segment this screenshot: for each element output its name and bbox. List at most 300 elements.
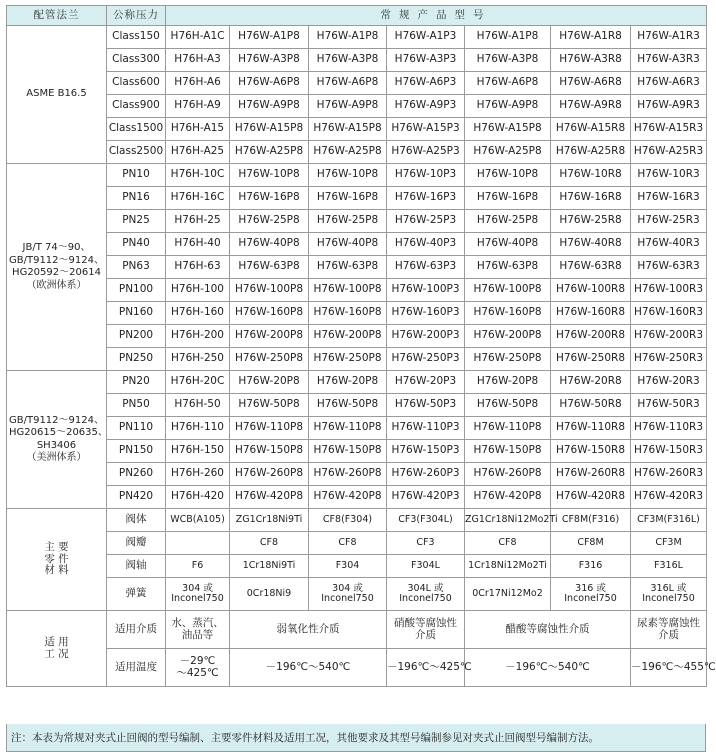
- cell-line: 水、蒸汽、: [171, 616, 224, 629]
- model-cell: H76W-20R3: [631, 371, 707, 394]
- model-cell: H76W-A1P8: [230, 26, 309, 49]
- pressure-cell: PN100: [107, 279, 166, 302]
- model-cell: H76W-63P8: [465, 256, 551, 279]
- cell-line: CF8(F304): [322, 513, 373, 525]
- model-cell: H76H-20C: [166, 371, 230, 394]
- model-cell: H76W-100P8: [309, 279, 387, 302]
- model-cell: H76H-40: [166, 233, 230, 256]
- model-cell: H76W-25R8: [551, 210, 631, 233]
- model-row: [7, 72, 707, 95]
- material-row: [7, 578, 707, 611]
- model-row: [7, 187, 707, 210]
- model-row: [7, 95, 707, 118]
- pressure-cell: PN20: [107, 371, 166, 394]
- model-row: [7, 164, 707, 187]
- model-cell: H76W-A15R3: [631, 118, 707, 141]
- model-cell: H76W-110P8: [230, 417, 309, 440]
- model-cell: H76W-A6P3: [387, 72, 465, 95]
- model-cell: H76H-A3: [166, 49, 230, 72]
- model-cell: H76W-A3R3: [631, 49, 707, 72]
- temp-cell: [230, 649, 387, 687]
- model-cell: H76H-50: [166, 394, 230, 417]
- model-cell: H76W-50P8: [230, 394, 309, 417]
- model-cell: H76W-A3P8: [309, 49, 387, 72]
- model-cell: H76W-420R8: [551, 486, 631, 509]
- cell-line: 醋酸等腐蚀性介质: [505, 622, 590, 635]
- model-cell: H76H-150: [166, 440, 230, 463]
- cell-line: F316: [578, 559, 603, 571]
- model-cell: H76W-260P8: [465, 463, 551, 486]
- flange-standard: [7, 371, 107, 509]
- model-row: [7, 26, 707, 49]
- cell-line: 尿素等腐蚀性: [637, 616, 700, 629]
- model-cell: H76W-10R8: [551, 164, 631, 187]
- model-cell: H76W-A25R3: [631, 141, 707, 164]
- model-cell: H76H-16C: [166, 187, 230, 210]
- model-cell: H76W-200P8: [230, 325, 309, 348]
- model-cell: H76W-63R3: [631, 256, 707, 279]
- material-cell: [230, 578, 309, 611]
- label-line: 主 要: [44, 541, 69, 554]
- media-cell: [631, 611, 707, 649]
- material-cell: [631, 578, 707, 611]
- model-cell: H76W-63P3: [387, 256, 465, 279]
- pressure-cell: Class900: [107, 95, 166, 118]
- model-cell: H76H-A15: [166, 118, 230, 141]
- cell-line: 304 或: [332, 582, 363, 594]
- temp-cell: [166, 649, 230, 687]
- cell-line: 介质: [415, 628, 436, 641]
- cell-line: F316L: [654, 559, 683, 571]
- model-cell: H76W-50P3: [387, 394, 465, 417]
- pressure-cell: Class2500: [107, 141, 166, 164]
- cell-line: Inconel750: [321, 593, 374, 604]
- pressure-cell: Class1500: [107, 118, 166, 141]
- model-cell: H76W-260P3: [387, 463, 465, 486]
- model-cell: H76W-100P8: [465, 279, 551, 302]
- cell-line: －196℃～540℃: [265, 660, 351, 673]
- model-cell: H76W-150P8: [230, 440, 309, 463]
- material-cell: [166, 578, 230, 611]
- model-cell: H76W-A6P8: [230, 72, 309, 95]
- model-cell: H76W-420P8: [465, 486, 551, 509]
- model-row: [7, 302, 707, 325]
- model-cell: H76W-160P8: [309, 302, 387, 325]
- standard-line: JB/T 74～90、: [22, 242, 91, 253]
- cell-line: －29℃: [179, 654, 216, 667]
- model-row: [7, 256, 707, 279]
- model-cell: H76W-A25P8: [309, 141, 387, 164]
- model-row: [7, 233, 707, 256]
- model-cell: H76W-110R3: [631, 417, 707, 440]
- material-cell: [230, 532, 309, 555]
- pressure-cell: PN40: [107, 233, 166, 256]
- material-cell: [465, 555, 551, 578]
- model-cell: H76H-160: [166, 302, 230, 325]
- cell-line: －196℃～540℃: [505, 660, 590, 673]
- material-cell: [166, 532, 230, 555]
- model-cell: H76W-260P8: [230, 463, 309, 486]
- model-cell: H76W-420P3: [387, 486, 465, 509]
- material-cell: [230, 509, 309, 532]
- model-cell: H76W-A9P8: [465, 95, 551, 118]
- model-row: [7, 486, 707, 509]
- standard-line: （欧洲体系）: [26, 279, 87, 291]
- model-cell: H76H-200: [166, 325, 230, 348]
- standard-line: （美洲体系）: [26, 452, 87, 463]
- media-row: [7, 611, 707, 649]
- model-cell: H76W-10R3: [631, 164, 707, 187]
- conditions-label: [7, 611, 107, 687]
- model-cell: H76W-160P8: [230, 302, 309, 325]
- model-cell: H76W-150P8: [465, 440, 551, 463]
- cell-line: WCB(A105): [170, 513, 225, 525]
- pressure-cell: PN110: [107, 417, 166, 440]
- material-cell: [631, 532, 707, 555]
- standard-line: ASME B16.5: [26, 88, 87, 100]
- model-cell: H76W-63R8: [551, 256, 631, 279]
- part-name: 阀体: [107, 509, 166, 532]
- model-cell: H76W-A9R8: [551, 95, 631, 118]
- model-cell: H76W-110R8: [551, 417, 631, 440]
- standard-line: GB/T9112～9124、: [9, 254, 104, 266]
- pressure-cell: PN260: [107, 463, 166, 486]
- standard-line: HG20592～20614: [12, 267, 101, 278]
- pressure-cell: PN160: [107, 302, 166, 325]
- media-cell: [230, 611, 387, 649]
- label-line: 零 件: [44, 552, 69, 565]
- model-cell: H76W-200R8: [551, 325, 631, 348]
- model-cell: H76W-A15R8: [551, 118, 631, 141]
- model-row: [7, 210, 707, 233]
- model-cell: H76W-260P8: [309, 463, 387, 486]
- model-cell: H76W-40R8: [551, 233, 631, 256]
- material-cell: [551, 509, 631, 532]
- model-cell: H76W-A9R3: [631, 95, 707, 118]
- pressure-cell: PN10: [107, 164, 166, 187]
- flange-standard: [7, 26, 107, 164]
- cell-line: 304L 或: [407, 582, 444, 594]
- material-cell: [387, 532, 465, 555]
- model-cell: H76W-25P8: [309, 210, 387, 233]
- model-cell: H76W-A9P3: [387, 95, 465, 118]
- material-cell: [631, 509, 707, 532]
- pressure-cell: PN150: [107, 440, 166, 463]
- model-row: [7, 348, 707, 371]
- model-cell: H76W-40R3: [631, 233, 707, 256]
- cell-line: CF8: [498, 536, 517, 548]
- cell-line: Inconel750: [642, 593, 695, 604]
- model-cell: H76W-40P8: [465, 233, 551, 256]
- model-cell: H76W-20R8: [551, 371, 631, 394]
- media-cell: [387, 611, 465, 649]
- pressure-cell: PN200: [107, 325, 166, 348]
- model-cell: H76W-110P8: [465, 417, 551, 440]
- standard-line: SH3406: [36, 439, 77, 451]
- model-cell: H76W-A15P8: [230, 118, 309, 141]
- pressure-cell: PN16: [107, 187, 166, 210]
- flange-standard: [7, 164, 107, 371]
- model-cell: H76W-A15P3: [387, 118, 465, 141]
- material-cell: [551, 532, 631, 555]
- model-cell: H76H-A25: [166, 141, 230, 164]
- cell-line: 1Cr18Ni12Mo2Ti: [468, 559, 547, 571]
- model-cell: H76W-40P8: [309, 233, 387, 256]
- material-cell: [387, 509, 465, 532]
- model-cell: H76W-16P8: [309, 187, 387, 210]
- cell-line: 硝酸等腐蚀性: [394, 616, 457, 629]
- cell-line: F304L: [411, 559, 440, 571]
- material-cell: [309, 555, 387, 578]
- model-row: [7, 394, 707, 417]
- model-cell: H76W-110P3: [387, 417, 465, 440]
- model-cell: H76W-A3P8: [465, 49, 551, 72]
- header-models: 常规产品型号: [166, 6, 707, 26]
- model-cell: H76W-16R3: [631, 187, 707, 210]
- cell-line: CF8M: [577, 536, 604, 548]
- model-cell: H76W-40P3: [387, 233, 465, 256]
- model-cell: H76H-260: [166, 463, 230, 486]
- material-cell: [465, 509, 558, 532]
- model-cell: H76W-A15P8: [465, 118, 551, 141]
- cell-line: F304: [335, 559, 360, 571]
- cell-line: 弱氧化性介质: [276, 622, 340, 635]
- cell-line: CF8: [338, 536, 357, 548]
- model-cell: H76W-25P8: [230, 210, 309, 233]
- model-cell: H76W-420R3: [631, 486, 707, 509]
- model-cell: H76W-420P8: [230, 486, 309, 509]
- model-cell: H76W-A3P3: [387, 49, 465, 72]
- model-cell: H76W-50R8: [551, 394, 631, 417]
- cell-line: 316 或: [575, 582, 606, 594]
- model-cell: H76W-A9P8: [230, 95, 309, 118]
- cell-line: 油品等: [181, 628, 214, 641]
- standard-line: GB/T9112～9124、: [9, 414, 104, 426]
- model-cell: H76W-A3P8: [230, 49, 309, 72]
- model-cell: H76H-10C: [166, 164, 230, 187]
- pressure-cell: Class300: [107, 49, 166, 72]
- model-cell: H76W-250P3: [387, 348, 465, 371]
- model-cell: H76W-10P8: [230, 164, 309, 187]
- model-cell: H76W-160R3: [631, 302, 707, 325]
- model-cell: H76W-A6P8: [465, 72, 551, 95]
- pressure-cell: PN25: [107, 210, 166, 233]
- material-cell: [230, 555, 309, 578]
- model-cell: H76W-200P8: [465, 325, 551, 348]
- material-cell: [387, 578, 465, 611]
- model-cell: H76W-150R3: [631, 440, 707, 463]
- model-cell: H76W-100R8: [551, 279, 631, 302]
- cell-line: CF3(F304L): [398, 513, 453, 525]
- pressure-cell: Class150: [107, 26, 166, 49]
- model-cell: H76W-63P8: [309, 256, 387, 279]
- pressure-cell: PN420: [107, 486, 166, 509]
- temp-cell: [465, 649, 631, 687]
- pressure-cell: PN50: [107, 394, 166, 417]
- cell-line: CF8: [259, 536, 279, 548]
- model-cell: H76W-63P8: [230, 256, 309, 279]
- cell-line: Inconel750: [399, 593, 452, 604]
- cell-line: 0Cr18Ni9: [246, 587, 292, 599]
- model-cell: H76W-250R3: [631, 348, 707, 371]
- footnote: 注：本表为常规对夹式止回阀的型号编制、主要零件材料及适用工况，其他要求及其型号编制参见对夹式止回阀型号编制方法。: [6, 724, 706, 752]
- material-cell: [551, 555, 631, 578]
- temp-label: 适用温度: [107, 649, 166, 687]
- temp-cell: [387, 649, 472, 687]
- cell-line: Inconel750: [564, 593, 617, 604]
- cell-line: ZG1Cr18Ni12Mo2Ti: [465, 513, 558, 525]
- material-cell: [465, 532, 551, 555]
- media-label: 适用介质: [107, 611, 166, 649]
- model-cell: H76W-50P8: [465, 394, 551, 417]
- material-row: [7, 532, 707, 555]
- model-cell: H76H-100: [166, 279, 230, 302]
- model-cell: H76W-200P3: [387, 325, 465, 348]
- pressure-cell: PN63: [107, 256, 166, 279]
- model-row: [7, 49, 707, 72]
- model-cell: H76W-A9P8: [309, 95, 387, 118]
- model-cell: H76W-200P8: [309, 325, 387, 348]
- model-cell: H76H-420: [166, 486, 230, 509]
- model-cell: H76W-40P8: [230, 233, 309, 256]
- model-row: [7, 371, 707, 394]
- cell-line: 316L 或: [650, 582, 687, 594]
- cell-line: F6: [191, 559, 204, 571]
- model-cell: H76W-250R8: [551, 348, 631, 371]
- model-cell: H76W-A25R8: [551, 141, 631, 164]
- material-cell: [309, 509, 387, 532]
- media-cell: [166, 611, 230, 649]
- model-cell: H76W-160P3: [387, 302, 465, 325]
- cell-line: CF3M: [655, 536, 682, 548]
- model-cell: H76W-25P3: [387, 210, 465, 233]
- cell-line: CF8M(F316): [561, 513, 620, 525]
- material-cell: [465, 578, 551, 611]
- model-cell: H76W-A25P3: [387, 141, 465, 164]
- material-row: [7, 555, 707, 578]
- header-pressure: 公称压力: [107, 6, 166, 26]
- model-cell: H76W-200R3: [631, 325, 707, 348]
- model-cell: H76W-260R8: [551, 463, 631, 486]
- cell-line: CF3: [416, 536, 435, 548]
- model-cell: H76W-A3R8: [551, 49, 631, 72]
- model-cell: H76H-A6: [166, 72, 230, 95]
- model-cell: H76W-A25P8: [465, 141, 551, 164]
- model-cell: H76H-A1C: [166, 26, 230, 49]
- cell-line: －196℃～425℃: [387, 660, 472, 673]
- label-line: 材 料: [44, 564, 69, 577]
- material-cell: [309, 578, 387, 611]
- model-cell: H76H-A9: [166, 95, 230, 118]
- model-row: [7, 325, 707, 348]
- model-cell: H76W-20P3: [387, 371, 465, 394]
- material-cell: [166, 509, 230, 532]
- materials-label: [7, 509, 107, 611]
- model-cell: H76W-420P8: [309, 486, 387, 509]
- material-row: [7, 509, 707, 532]
- model-row: [7, 118, 707, 141]
- temp-cell: [631, 649, 716, 687]
- table-body: [7, 26, 716, 687]
- model-cell: H76W-100P8: [230, 279, 309, 302]
- label-line: 适 用: [44, 635, 69, 648]
- part-name: 阀轴: [107, 555, 166, 578]
- material-cell: [387, 555, 465, 578]
- material-cell: [631, 555, 707, 578]
- cell-line: 介质: [658, 628, 679, 641]
- material-cell: [309, 532, 387, 555]
- model-cell: H76W-160P8: [465, 302, 551, 325]
- model-cell: H76W-A1P8: [309, 26, 387, 49]
- cell-line: CF3M(F316L): [637, 513, 700, 525]
- temp-row: [7, 649, 707, 687]
- cell-line: ZG1Cr18Ni9Ti: [235, 513, 303, 525]
- model-cell: H76W-A6P8: [309, 72, 387, 95]
- cell-line: －196℃～455℃: [631, 660, 716, 673]
- model-row: [7, 141, 707, 164]
- model-row: [7, 440, 707, 463]
- model-cell: H76W-20P8: [465, 371, 551, 394]
- model-cell: H76W-50R3: [631, 394, 707, 417]
- cell-line: Inconel750: [171, 593, 224, 604]
- cell-line: ～425℃: [176, 666, 219, 679]
- header-flange: 配管法兰: [7, 6, 107, 26]
- model-cell: H76W-260R3: [631, 463, 707, 486]
- model-cell: H76W-16P3: [387, 187, 465, 210]
- model-cell: H76W-250P8: [230, 348, 309, 371]
- model-cell: H76W-150P8: [309, 440, 387, 463]
- cell-line: 304 或: [182, 582, 213, 594]
- model-cell: H76W-A1R3: [631, 26, 707, 49]
- model-cell: H76H-110: [166, 417, 230, 440]
- model-cell: H76W-150P3: [387, 440, 465, 463]
- model-cell: H76W-16P8: [465, 187, 551, 210]
- cell-line: 1Cr18Ni9Ti: [242, 559, 296, 571]
- model-cell: H76W-20P8: [230, 371, 309, 394]
- model-cell: H76W-100P3: [387, 279, 465, 302]
- model-cell: H76W-A6R8: [551, 72, 631, 95]
- model-cell: H76W-50P8: [309, 394, 387, 417]
- part-name: 弹簧: [107, 578, 166, 611]
- model-cell: H76W-25R3: [631, 210, 707, 233]
- model-cell: H76W-A1R8: [551, 26, 631, 49]
- standard-line: HG20615～20635、: [9, 427, 108, 438]
- cell-line: 0Cr17Ni12Mo2: [472, 587, 543, 599]
- model-cell: H76W-20P8: [309, 371, 387, 394]
- model-cell: H76W-A1P8: [465, 26, 551, 49]
- material-cell: [166, 555, 230, 578]
- model-cell: H76W-16R8: [551, 187, 631, 210]
- model-cell: H76W-25P8: [465, 210, 551, 233]
- model-cell: H76W-A25P8: [230, 141, 309, 164]
- label-line: 工 况: [44, 647, 69, 660]
- part-name: 阀瓣: [107, 532, 166, 555]
- model-cell: H76W-A6R3: [631, 72, 707, 95]
- material-cell: [551, 578, 631, 611]
- model-cell: H76W-100R3: [631, 279, 707, 302]
- media-cell: [465, 611, 631, 649]
- model-cell: H76W-10P8: [309, 164, 387, 187]
- model-cell: H76W-10P8: [465, 164, 551, 187]
- model-row: [7, 463, 707, 486]
- model-cell: H76W-150R8: [551, 440, 631, 463]
- spec-table: [6, 5, 716, 687]
- model-cell: H76W-10P3: [387, 164, 465, 187]
- model-row: [7, 417, 707, 440]
- model-cell: H76W-A15P8: [309, 118, 387, 141]
- pressure-cell: PN250: [107, 348, 166, 371]
- model-cell: H76W-250P8: [465, 348, 551, 371]
